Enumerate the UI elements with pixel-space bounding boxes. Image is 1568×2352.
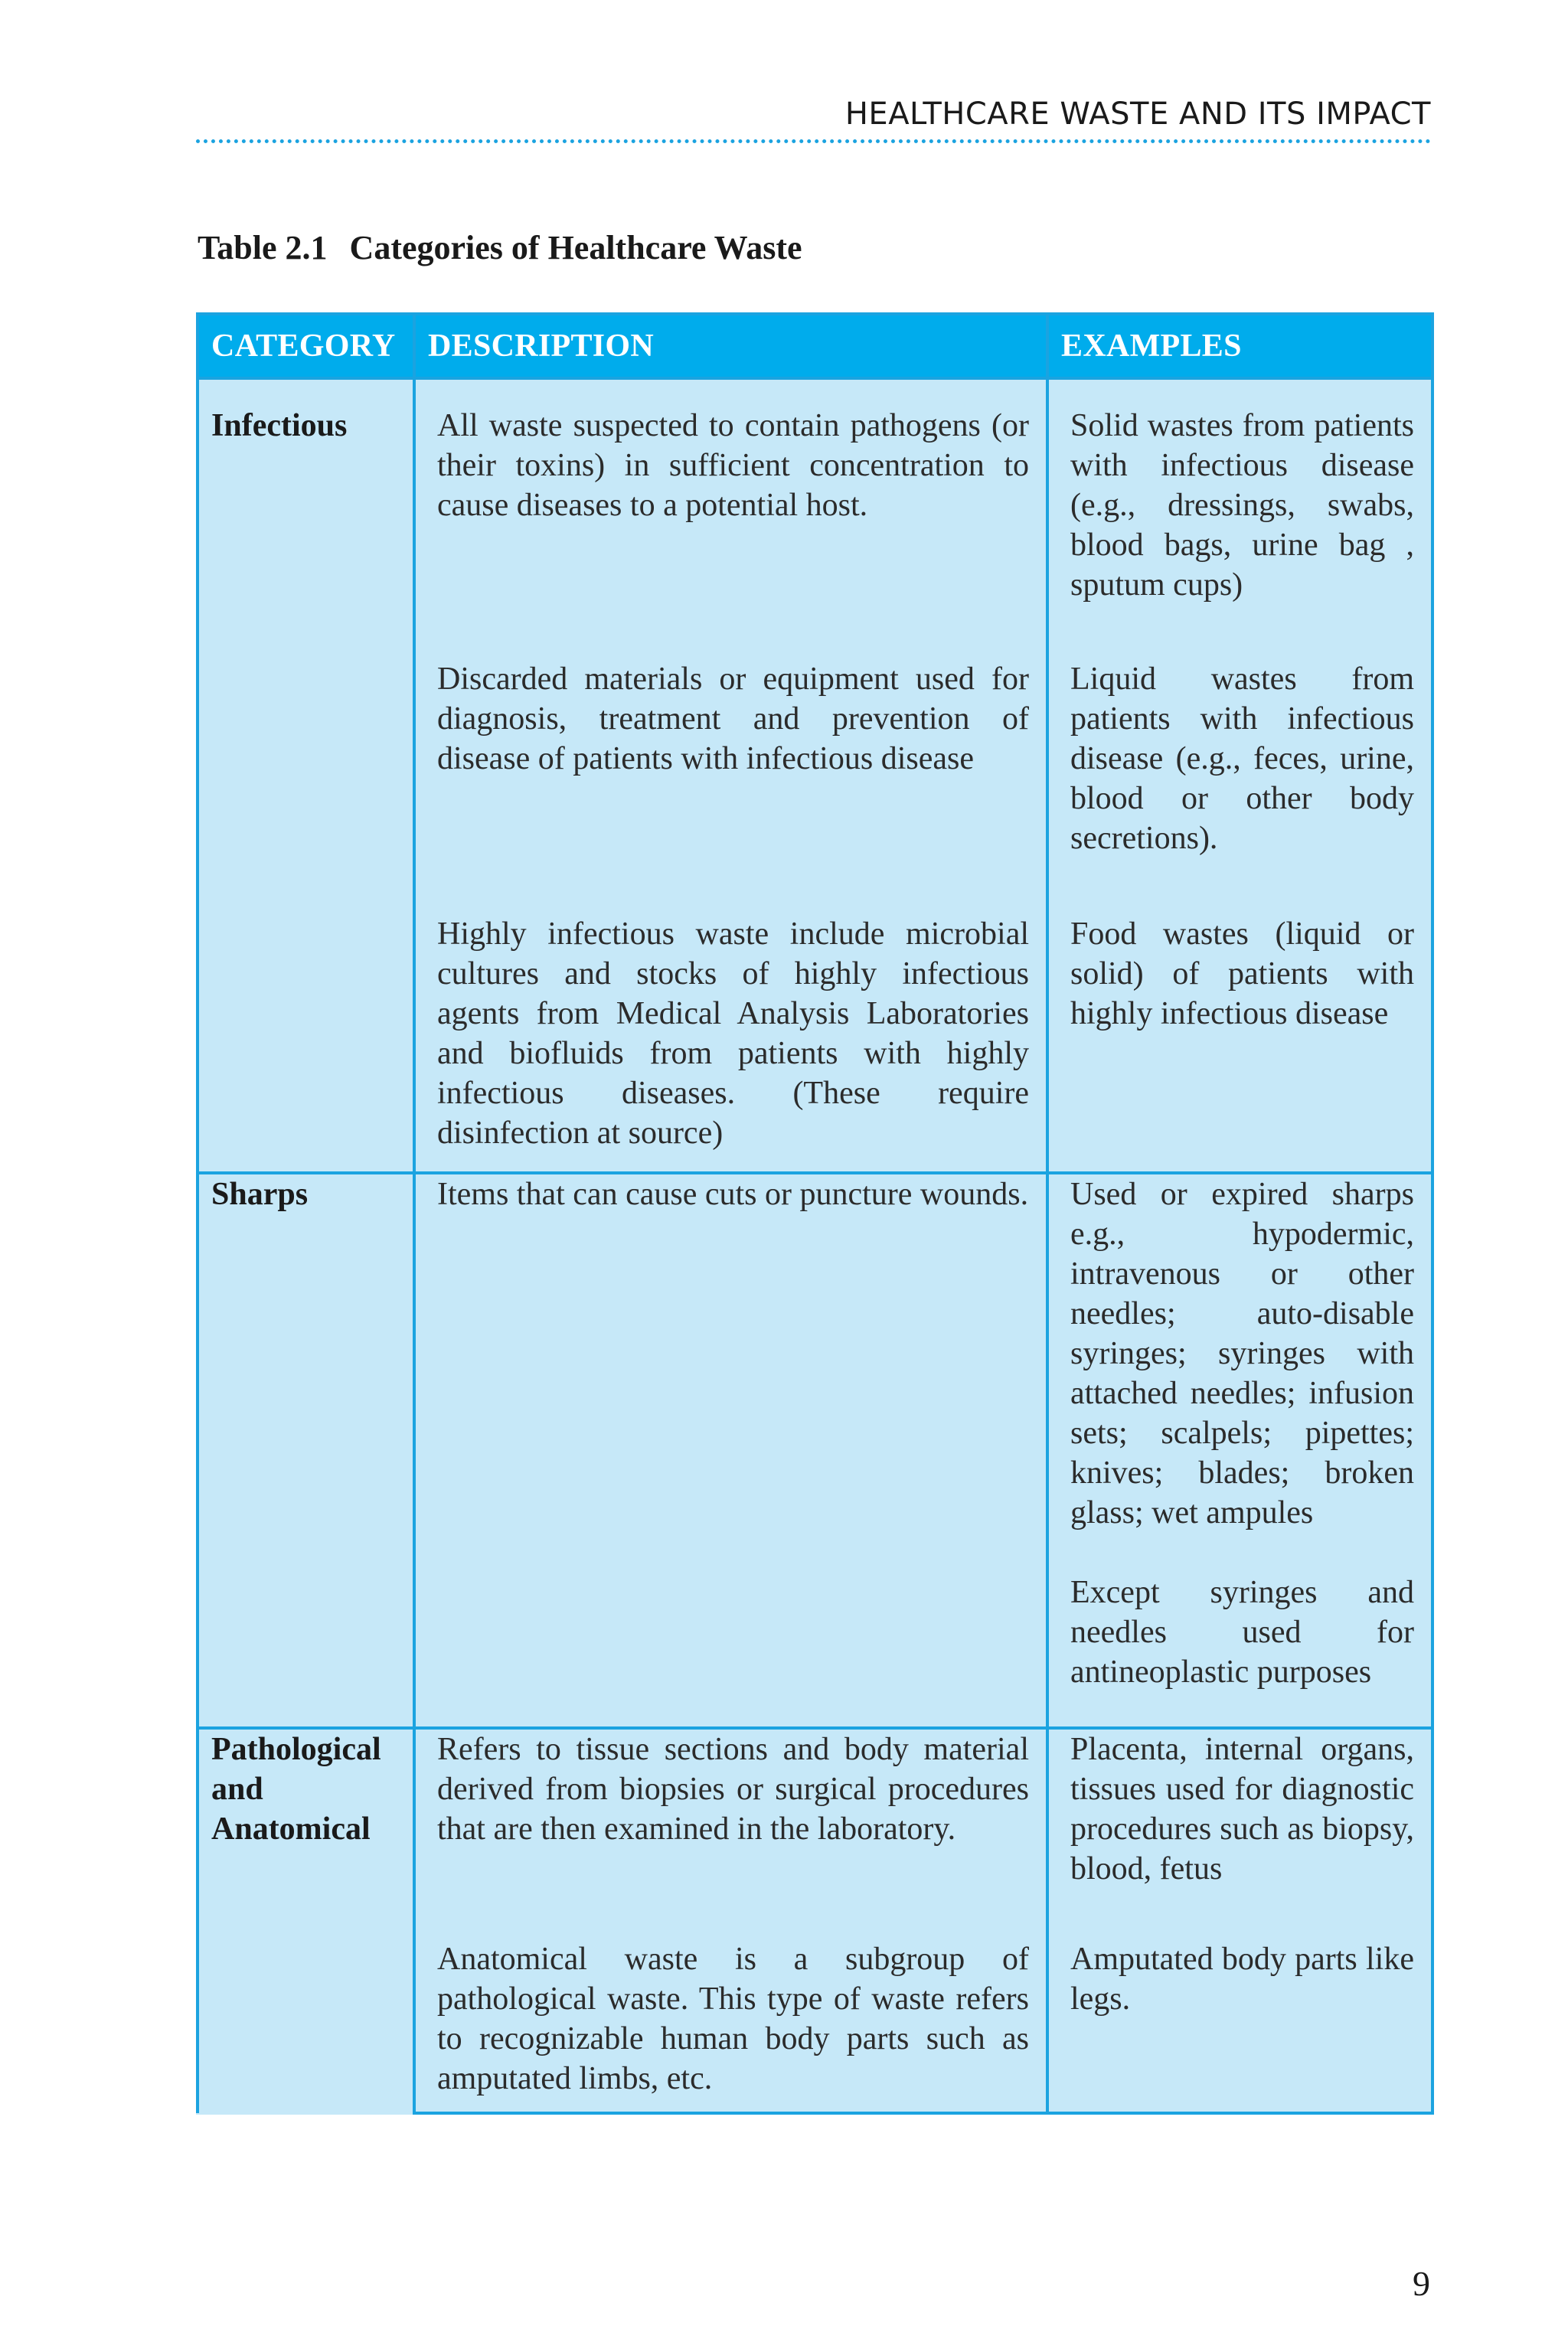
description-cell: All waste suspected to contain pathogens (or their toxins) in sufficient concentration to cause diseases to a potential host. (414, 378, 1047, 619)
example-cell: Solid wastes from patients with infectious disease (e.g., dressings, swabs, blood bags, urine bag , sputum cups) (1047, 378, 1432, 619)
table-row (198, 1728, 1432, 1900)
column-header-category: CATEGORY (198, 314, 414, 378)
column-header-examples: EXAMPLES (1047, 314, 1432, 378)
table-header-row (198, 314, 1432, 378)
category-pathological-anatomical: Pathological and Anatomical (198, 1728, 414, 2113)
description-cell: Anatomical waste is a subgroup of pathological waste. This type of waste refers to recognizable human body parts such as amputated limbs, etc. (414, 1900, 1047, 2113)
running-header: HEALTHCARE WASTE AND ITS IMPACT (844, 96, 1431, 132)
healthcare-waste-table (196, 312, 1434, 2115)
table-row (198, 378, 1432, 619)
category-sharps: Sharps (198, 1173, 414, 1728)
example-cell (1047, 1173, 1432, 1728)
table-number: Table 2.1 (198, 229, 328, 266)
description-cell: Discarded materials or equipment used for diagnosis, treatment and prevention of disease of patients with infectious disease (414, 619, 1047, 874)
example-cell: Food wastes (liquid or solid) of patients with highly infectious disease (1047, 874, 1432, 1173)
column-header-description: DESCRIPTION (414, 314, 1047, 378)
description-cell: Refers to tissue sections and body material derived from biopsies or surgical procedures that are then examined in the laboratory. (414, 1728, 1047, 1900)
example-cell: Amputated body parts like legs. (1047, 1900, 1432, 2113)
page-number: 9 (1413, 2264, 1430, 2303)
example-cell: Placenta, internal organs, tissues used for diagnostic procedures such as biopsy, blood, fetus (1047, 1728, 1432, 1900)
description-cell: Highly infectious waste include microbial cultures and stocks of highly infectious agents from Medical Analysis Laboratories and biofluids from patients with highly infectious diseases. (These require disinfection at source) (414, 874, 1047, 1173)
table-title: Categories of Healthcare Waste (349, 229, 802, 266)
description-cell: Items that can cause cuts or puncture wounds. (414, 1173, 1047, 1728)
table-row (198, 1173, 1432, 1728)
header-dotted-rule (196, 139, 1431, 143)
example-note: Except syringes and needles used for antineoplastic purposes (1070, 1575, 1414, 1690)
example-text: Used or expired sharps e.g., hypodermic, intravenous or other needles; auto-disable syringes; syringes with attached needles; infusion sets; scalpels; pipettes; knives; blades; broken glass; wet ampules (1070, 1177, 1414, 1531)
example-cell: Liquid wastes from patients with infectious disease (e.g., feces, urine, blood or other body secretions). (1047, 619, 1432, 874)
table-caption (198, 228, 802, 267)
category-infectious: Infectious (198, 378, 414, 1173)
